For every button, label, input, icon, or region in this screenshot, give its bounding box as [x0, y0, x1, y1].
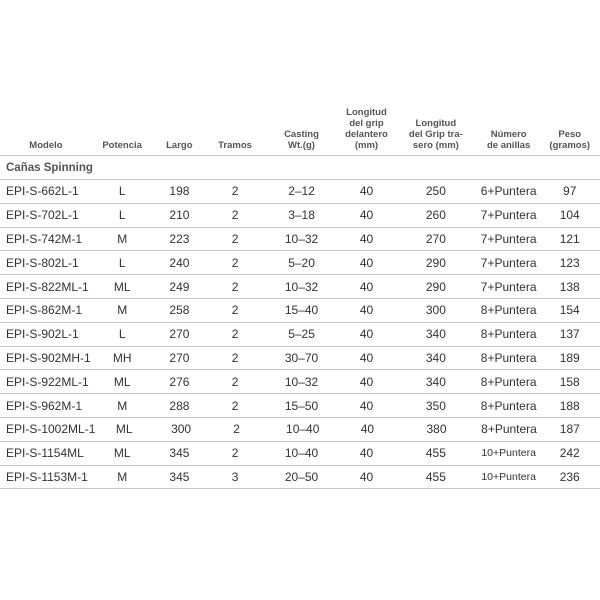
cell-grip-delantero: 40: [359, 255, 374, 270]
cell-potencia: L: [118, 327, 126, 342]
table-row: [0, 394, 600, 418]
cell-peso: 123: [559, 255, 580, 270]
cell-largo: 198: [169, 184, 190, 199]
cell-casting: 5–20: [288, 255, 315, 270]
cell-grip-trasero: 260: [425, 208, 446, 223]
cell-anillas: 8+Puntera: [480, 327, 537, 342]
cell-anillas: 7+Puntera: [480, 255, 537, 270]
cell-modelo: EPI-S-1154ML: [6, 446, 84, 461]
cell-grip-delantero: 40: [359, 303, 374, 318]
cell-potencia: M: [117, 231, 128, 246]
cell-casting: 20–50: [284, 469, 319, 484]
cell-largo: 300: [171, 422, 192, 437]
cell-largo: 270: [169, 327, 190, 342]
header-grip-delantero: Longitud del grip delantero (mm): [345, 107, 388, 151]
table-header: [0, 108, 600, 156]
cell-modelo: EPI-S-662L-1: [6, 184, 79, 199]
cell-tramos: 2: [231, 327, 239, 342]
table-row: [0, 347, 600, 371]
cell-potencia: M: [117, 469, 128, 484]
cell-anillas: 10+Puntera: [481, 470, 536, 483]
table-row: [0, 418, 600, 442]
cell-modelo: EPI-S-822ML-1: [6, 279, 89, 294]
cell-potencia: L: [118, 208, 126, 223]
cell-anillas: 7+Puntera: [480, 279, 537, 294]
cell-tramos: 2: [231, 446, 239, 461]
cell-grip-trasero: 250: [425, 184, 446, 199]
header-modelo: Modelo: [29, 140, 63, 151]
cell-peso: 154: [559, 303, 580, 318]
cell-largo: 270: [169, 350, 190, 365]
cell-casting: 10–32: [284, 279, 319, 294]
table-body: [0, 180, 600, 489]
header-grip-trasero: Longitud del Grip tra- sero (mm): [408, 118, 463, 151]
cell-grip-delantero: 40: [359, 469, 374, 484]
cell-grip-trasero: 340: [425, 374, 446, 389]
cell-peso: 236: [559, 469, 580, 484]
cell-casting: 10–32: [284, 231, 319, 246]
cell-grip-trasero: 290: [425, 279, 446, 294]
table-row: [0, 204, 600, 228]
cell-anillas: 8+Puntera: [480, 303, 537, 318]
cell-grip-delantero: 40: [359, 327, 374, 342]
cell-anillas: 6+Puntera: [480, 184, 537, 199]
cell-grip-trasero: 340: [425, 327, 446, 342]
cell-potencia: ML: [113, 279, 131, 294]
header-anillas: Número de anillas: [487, 129, 531, 151]
table-row: [0, 228, 600, 252]
spec-table: [0, 108, 600, 489]
cell-tramos: 2: [231, 255, 239, 270]
cell-grip-delantero: 40: [359, 208, 374, 223]
table-row: [0, 466, 600, 490]
cell-potencia: ML: [115, 422, 133, 437]
cell-anillas: 10+Puntera: [481, 447, 536, 460]
table-row: [0, 251, 600, 275]
cell-casting: 5–25: [288, 327, 315, 342]
cell-potencia: ML: [113, 374, 131, 389]
cell-potencia: M: [117, 303, 128, 318]
header-tramos: Tramos: [218, 140, 252, 151]
cell-modelo: EPI-S-802L-1: [6, 255, 79, 270]
cell-casting: 10–40: [286, 422, 320, 437]
cell-tramos: 2: [231, 231, 239, 246]
cell-casting: 10–32: [284, 374, 319, 389]
cell-grip-trasero: 340: [425, 350, 446, 365]
cell-casting: 15–50: [284, 398, 319, 413]
cell-grip-delantero: 40: [359, 374, 374, 389]
cell-largo: 223: [169, 231, 190, 246]
cell-casting: 3–18: [288, 208, 315, 223]
table-row: [0, 442, 600, 466]
cell-peso: 188: [559, 398, 580, 413]
cell-anillas: 8+Puntera: [481, 422, 537, 437]
cell-tramos: 2: [231, 398, 239, 413]
table-row: [0, 323, 600, 347]
cell-anillas: 8+Puntera: [480, 374, 537, 389]
cell-largo: 345: [169, 469, 190, 484]
cell-modelo: EPI-S-702L-1: [6, 208, 79, 223]
cell-potencia: ML: [113, 446, 131, 461]
cell-grip-delantero: 40: [359, 279, 374, 294]
cell-casting: 2–12: [288, 184, 315, 199]
cell-grip-trasero: 350: [425, 398, 446, 413]
cell-largo: 210: [169, 208, 190, 223]
header-potencia: Potencia: [102, 140, 142, 151]
cell-grip-trasero: 300: [425, 303, 446, 318]
cell-grip-delantero: 40: [359, 231, 374, 246]
cell-modelo: EPI-S-1002ML-1: [6, 422, 96, 437]
cell-peso: 121: [559, 231, 580, 246]
cell-tramos: 2: [231, 279, 239, 294]
cell-peso: 138: [559, 279, 580, 294]
cell-grip-trasero: 455: [425, 446, 446, 461]
table-row: [0, 180, 600, 204]
cell-casting: 30–70: [284, 350, 319, 365]
cell-anillas: 7+Puntera: [480, 231, 537, 246]
cell-modelo: EPI-S-1153M-1: [6, 469, 88, 484]
cell-largo: 288: [169, 398, 190, 413]
cell-anillas: 8+Puntera: [480, 398, 537, 413]
cell-potencia: L: [118, 184, 126, 199]
cell-tramos: 2: [231, 350, 239, 365]
cell-tramos: 2: [231, 374, 239, 389]
cell-modelo: EPI-S-922ML-1: [6, 374, 89, 389]
section-title: Cañas Spinning: [0, 156, 600, 180]
cell-grip-trasero: 270: [425, 231, 446, 246]
cell-modelo: EPI-S-902MH-1: [6, 350, 91, 365]
cell-grip-delantero: 40: [360, 422, 375, 437]
cell-tramos: 2: [231, 303, 239, 318]
cell-grip-delantero: 40: [359, 446, 374, 461]
cell-grip-trasero: 290: [425, 255, 446, 270]
cell-tramos: 3: [231, 469, 239, 484]
cell-grip-delantero: 40: [359, 184, 374, 199]
cell-modelo: EPI-S-902L-1: [6, 327, 79, 342]
cell-potencia: M: [117, 398, 128, 413]
cell-peso: 187: [559, 422, 580, 437]
cell-anillas: 7+Puntera: [480, 208, 537, 223]
cell-modelo: EPI-S-742M-1: [6, 231, 83, 246]
cell-casting: 15–40: [284, 303, 319, 318]
cell-tramos: 2: [231, 184, 239, 199]
cell-grip-delantero: 40: [359, 398, 374, 413]
cell-peso: 97: [563, 184, 577, 199]
cell-peso: 137: [559, 327, 580, 342]
cell-peso: 158: [559, 374, 580, 389]
cell-grip-trasero: 380: [426, 422, 447, 437]
table-row: [0, 299, 600, 323]
cell-modelo: EPI-S-962M-1: [6, 398, 83, 413]
cell-potencia: L: [118, 255, 126, 270]
header-casting-wt: Casting Wt.(g): [284, 129, 319, 151]
header-peso: Peso (gramos): [549, 129, 591, 151]
cell-largo: 345: [169, 446, 190, 461]
table-row: [0, 275, 600, 299]
cell-peso: 242: [559, 446, 580, 461]
cell-largo: 276: [169, 374, 190, 389]
cell-anillas: 8+Puntera: [480, 350, 537, 365]
header-largo: Largo: [166, 140, 193, 151]
cell-largo: 249: [169, 279, 190, 294]
cell-peso: 104: [559, 208, 580, 223]
cell-tramos: 2: [233, 422, 240, 437]
cell-peso: 189: [559, 350, 580, 365]
cell-casting: 10–40: [284, 446, 319, 461]
cell-modelo: EPI-S-862M-1: [6, 303, 83, 318]
cell-largo: 240: [169, 255, 190, 270]
cell-tramos: 2: [231, 208, 239, 223]
table-row: [0, 370, 600, 394]
cell-grip-trasero: 455: [425, 469, 446, 484]
cell-largo: 258: [169, 303, 190, 318]
cell-potencia: MH: [112, 350, 132, 365]
cell-grip-delantero: 40: [359, 350, 374, 365]
